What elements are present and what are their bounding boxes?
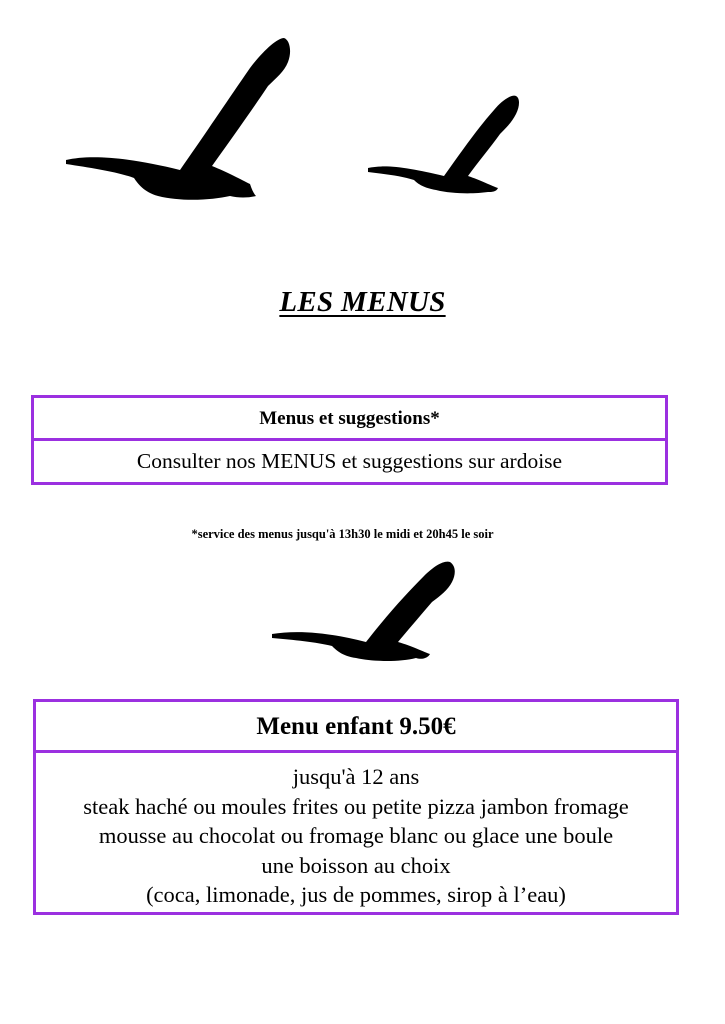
seagull-icon (270, 558, 462, 664)
suggestions-header: Menus et suggestions* (34, 398, 665, 441)
seagull-icon (366, 92, 530, 196)
seagull-icon (62, 34, 302, 204)
menu-enfant-line: une boisson au choix (261, 852, 451, 878)
menu-enfant-line: steak haché ou moules frites ou petite pizza jambon fromage (83, 793, 629, 819)
menu-enfant-header: Menu enfant 9.50€ (36, 702, 676, 753)
page-title: LES MENUS (279, 286, 446, 318)
service-hours-footnote: *service des menus jusqu'à 13h30 le midi et 20h45 le soir (191, 527, 494, 541)
menu-enfant-line: (coca, limonade, jus de pommes, sirop à l’eau) (146, 882, 566, 907)
menu-enfant-box (33, 699, 679, 915)
menu-enfant-line: mousse au chocolat ou fromage blanc ou glace une boule (98, 823, 614, 848)
suggestions-box (31, 395, 668, 485)
menu-enfant-line: jusqu'à 12 ans (292, 764, 420, 789)
menu-enfant-body (36, 753, 676, 910)
suggestions-body: Consulter nos MENUS et suggestions sur ardoise (136, 449, 563, 473)
